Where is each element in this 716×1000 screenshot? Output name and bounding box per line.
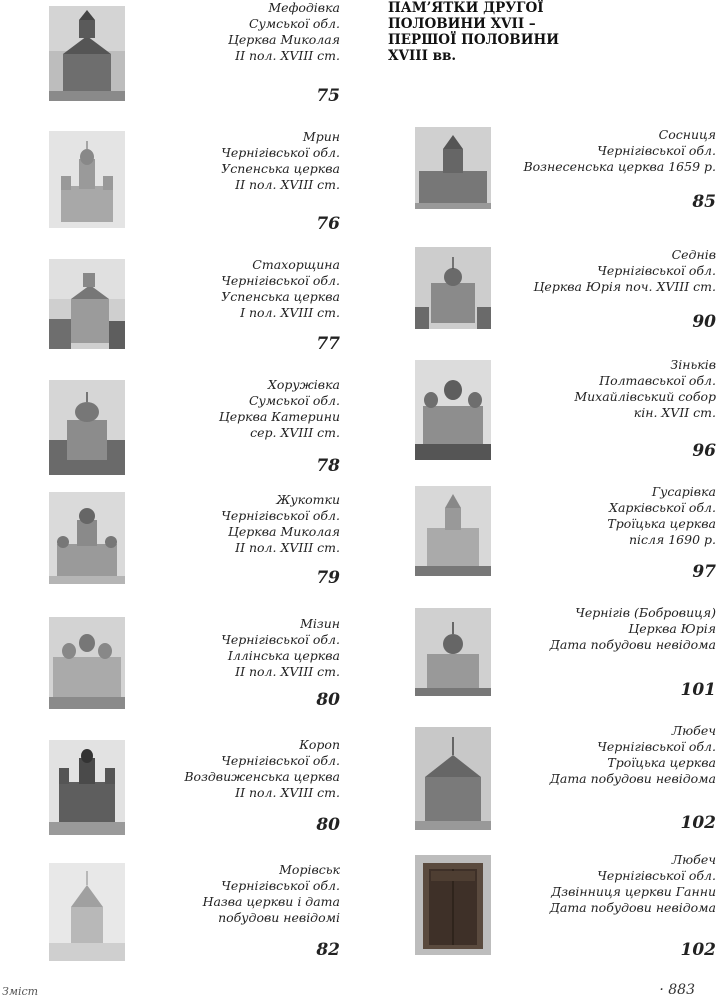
- caption: Любеч Чернігівської обл. Дзвінниця церкви Ганни Дата побудови невідома: [549, 852, 716, 915]
- page-number: 97: [692, 562, 716, 582]
- caption: Мізин Чернігівської обл. Іллінська церква II пол. XVIII ст.: [221, 616, 340, 679]
- caption: Стахорщина Чернігівської обл. Успенська церква I пол. XVIII ст.: [221, 257, 340, 320]
- caption: Морівськ Чернігівської обл. Назва церкви і дата побудови невідомі: [202, 862, 340, 925]
- church-photo[interactable]: [49, 131, 125, 228]
- church-photo[interactable]: [415, 127, 491, 209]
- page-number: 82: [316, 940, 340, 960]
- footer-contents-link[interactable]: Зміст: [2, 985, 39, 998]
- heading-line: XVIII вв.: [388, 48, 457, 64]
- church-photo[interactable]: [49, 617, 125, 709]
- church-photo[interactable]: [49, 380, 125, 475]
- page-number: 79: [316, 568, 340, 588]
- church-photo[interactable]: [415, 727, 491, 830]
- page-number: 90: [692, 312, 716, 332]
- heading-line: ПЕРШОЇ ПОЛОВИНИ: [388, 32, 559, 48]
- heading-line: ПАМ’ЯТКИ ДРУГОЇ: [388, 0, 544, 16]
- caption: Любеч Чернігівської обл. Троїцька церква Дата побудови невідома: [549, 723, 716, 786]
- page-number: 75: [316, 86, 340, 106]
- caption: Мрин Чернігівської обл. Успенська церква II пол. XVIII ст.: [221, 129, 340, 192]
- caption: Седнів Чернігівської обл. Церква Юрія поч. XVIII ст.: [533, 247, 716, 294]
- church-photo[interactable]: [49, 259, 125, 349]
- right-column: [380, 0, 716, 1000]
- caption: Сосниця Чернігівської обл. Вознесенська церква 1659 р.: [523, 127, 716, 174]
- caption: Гусарівка Харківської обл. Троїцька церква після 1690 р.: [607, 484, 716, 547]
- caption: Мефодівка Сумської обл. Церква Миколая II пол. XVIII ст.: [228, 0, 340, 63]
- page-number: 96: [692, 441, 716, 461]
- caption: Короп Чернігівської обл. Воздвиженська церква II пол. XVIII ст.: [184, 737, 340, 800]
- page-number: 80: [316, 815, 340, 835]
- caption: Чернігів (Бобровиця) Церква Юрія Дата побудови невідома: [549, 605, 716, 652]
- church-photo[interactable]: [49, 6, 125, 101]
- church-photo[interactable]: [415, 855, 491, 955]
- page-number: 102: [680, 940, 716, 960]
- page-number: 102: [680, 813, 716, 833]
- footer-page-number: · 883: [659, 982, 695, 998]
- page-number: 76: [316, 214, 340, 234]
- page-number: 101: [680, 680, 716, 700]
- page-number: 85: [692, 192, 716, 212]
- caption: Хоружівка Сумської обл. Церква Катерини сер. XVIII ст.: [218, 377, 340, 440]
- page-number: 77: [316, 334, 340, 354]
- caption: Зіньків Полтавської обл. Михайлівський собор кін. XVII ст.: [574, 357, 716, 420]
- page-number: 78: [316, 456, 340, 476]
- caption: Жукотки Чернігівської обл. Церква Миколая II пол. XVIII ст.: [221, 492, 340, 555]
- church-photo[interactable]: [49, 740, 125, 835]
- church-photo[interactable]: [415, 360, 491, 460]
- heading-line: ПОЛОВИНИ XVII –: [388, 16, 536, 32]
- church-photo[interactable]: [415, 608, 491, 696]
- church-photo[interactable]: [415, 486, 491, 576]
- church-photo[interactable]: [49, 492, 125, 584]
- church-photo[interactable]: [415, 247, 491, 329]
- church-photo[interactable]: [49, 863, 125, 961]
- page-number: 80: [316, 690, 340, 710]
